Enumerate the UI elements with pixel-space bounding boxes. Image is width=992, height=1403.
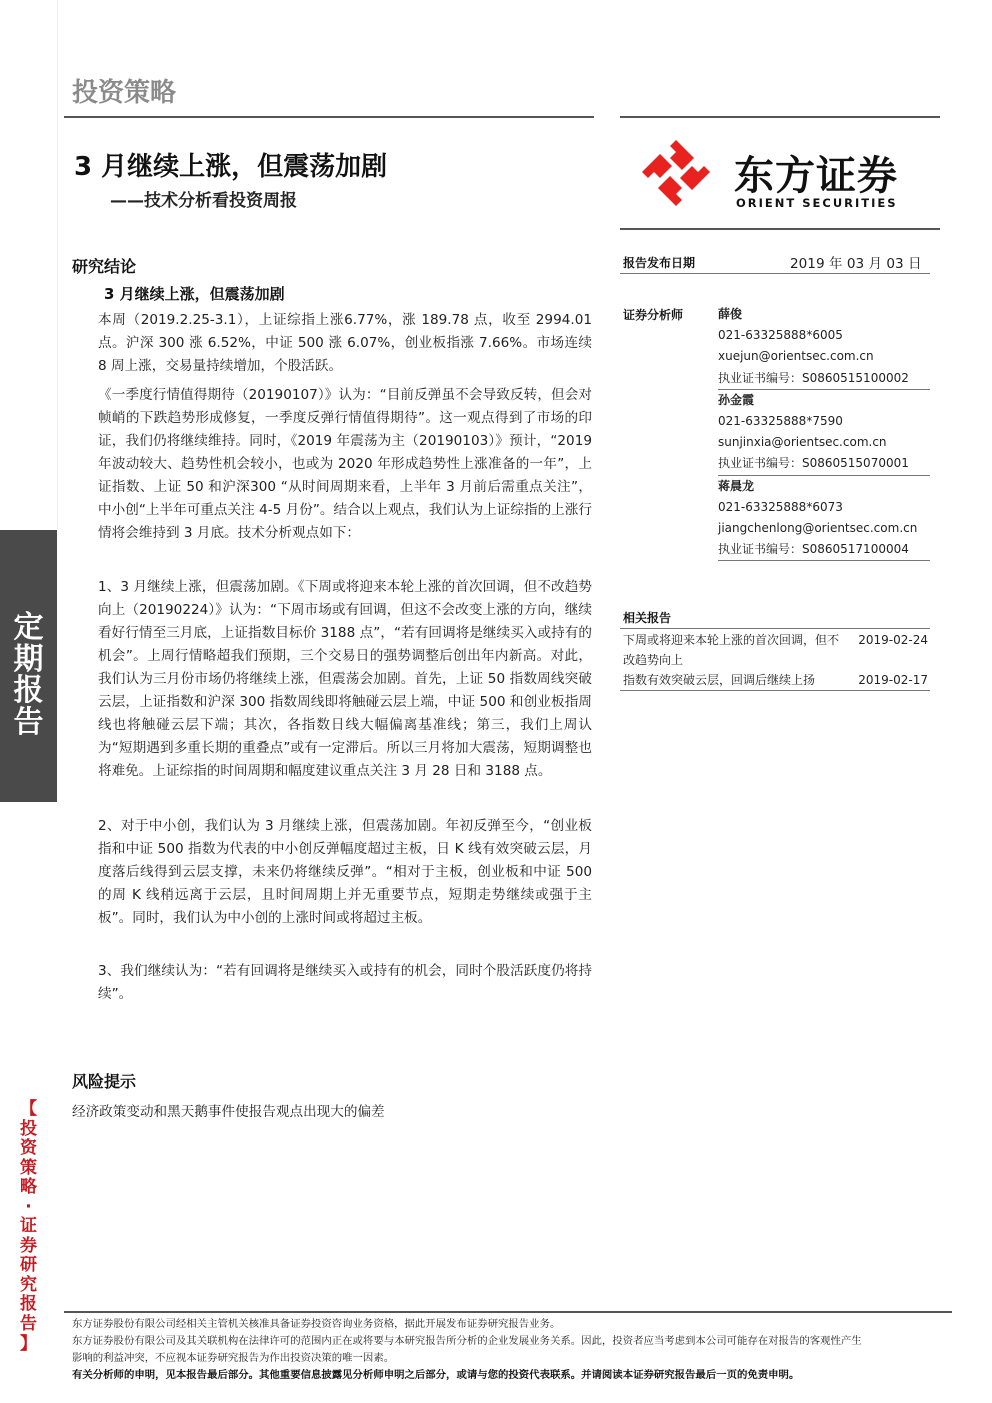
analyst-card xyxy=(718,476,930,562)
footer-disclaimer: 有关分析师的申明，见本报告最后部分。其他重要信息披露见分析师申明之后部分，或请与您的投资代表联系。并请阅读本证券研究报告最后一页的免责申明。 xyxy=(72,1369,800,1381)
related-rule-top xyxy=(620,628,930,629)
analysts-block xyxy=(718,304,930,561)
analyst-email[interactable]: sunjinxia@orientsec.com.cn xyxy=(718,435,887,450)
footer-conflict: 东方证券股份有限公司及其关联机构在法律许可的范围内正在或将要与本研究报告所分析的企业发展业务关系。因此，投资者应当考虑到本公司可能存在对报告的客观性产生 xyxy=(72,1335,862,1347)
company-logo xyxy=(636,134,936,218)
footer-rule xyxy=(64,1311,952,1313)
related-reports-label: 相关报告 xyxy=(623,611,672,625)
publish-date-label: 报告发布日期 xyxy=(623,256,696,270)
logo-text-cn: 东方证券 xyxy=(734,153,898,199)
related-report-date: 2019-02-24 xyxy=(858,633,928,647)
paragraph-point-1: 1、3 月继续上涨，但震荡加剧。《下周或将迎来本轮上涨的首次回调，但不改趋势向上（20190224）》认为：“下周市场或有回调，但这不会改变上涨的方向，继续看好行情至三月底，上证指数目标价 3188 点”，“若有回调将是继续买入或持有的机会”。上周行情略超我们预期，三个交易日的强势调整后创出年内新高。对此，我们认为三月份市场仍将继续上涨，但震荡会加剧。首先，上证 50 指数周线突破云层，上证指数和沪深 300 指数周线即将触碰云层上端，中证 500 和创业板指周线也将触碰云层下端；其次，各指数日线大幅偏离基准线；第三，我们上周认为“短期遇到多重长期的重叠点”或有一定滞后。所以三月将加大震荡，短期调整也将难免。上证综指的时间周期和幅度建议重点关注 3 月 28 日和 3188 点。 xyxy=(98,579,592,779)
analyst-cert: 执业证书编号：S0860515070001 xyxy=(718,453,930,475)
report-subtitle: ——技术分析看投资周报 xyxy=(110,191,297,211)
analyst-phone: 021-63325888*6073 xyxy=(718,499,843,514)
analyst-card xyxy=(718,304,930,390)
related-rule-bottom xyxy=(620,690,930,691)
footer-conflict-cont: 影响的利益冲突，不应视本证券研究报告为作出投资决策的唯一因素。 xyxy=(72,1352,395,1364)
category-label: 投资策略 xyxy=(72,78,177,108)
paragraph-review: 《一季度行情值得期待（20190107）》认为：“目前反弹虽不会导致反转，但会对帧峭的下跌趋势形成修复，一季度反弹行情值得期待”。这一观点得到了市场的印证，我们仍将继续维持。同时，《2019 年震荡为主（20190103）》预计，“2019 年波动较大、趋势性机会较小，也或为 2020 年形成趋势性上涨准备的一年”，上证指数、上证 50 和沪深300 “从时间周期来看，上半年 3 月前后需重点关注”，中小创“上半年可重点关注 4-5 月份”。结合以上观点，我们认为上证综指的上涨行情将会维持到 3 月底。技术分析观点如下： xyxy=(98,387,592,541)
analyst-phone: 021-63325888*7590 xyxy=(718,414,843,429)
side-label-periodic: 定 期 报 告 xyxy=(13,610,44,740)
analyst-cert: 执业证书编号：S0860515100002 xyxy=(718,368,930,390)
analyst-name: 孙金霞 xyxy=(718,392,755,407)
footer-qualification: 东方证券股份有限公司经相关主管机关核准具备证券投资咨询业务资格，据此开展发布证券研究报告业务。 xyxy=(72,1318,561,1330)
related-report-title[interactable]: 下周或将迎来本轮上涨的首次回调，但不 xyxy=(623,633,840,647)
related-report-title-cont[interactable]: 改趋势向上 xyxy=(623,653,684,667)
analyst-email[interactable]: jiangchenlong@orientsec.com.cn xyxy=(718,521,918,536)
logo-text-en: ORIENT SECURITIES xyxy=(736,196,898,210)
risk-heading: 风险提示 xyxy=(72,1072,137,1091)
paragraph-point-3: 3、我们继续认为：“若有回调将是继续买入或持有的机会，同时个股活跃度仍将持续”。 xyxy=(98,963,592,1002)
analyst-name: 蒋晨龙 xyxy=(718,478,755,493)
publish-date-value: 2019 年 03 月 03 日 xyxy=(790,256,922,272)
risk-text: 经济政策变动和黑天鹅事件使报告观点出现大的偏差 xyxy=(72,1104,385,1120)
analyst-email[interactable]: xuejun@orientsec.com.cn xyxy=(718,349,874,364)
orient-logo-icon xyxy=(636,134,720,214)
paragraph-point-2: 2、对于中小创，我们认为 3 月继续上涨，但震荡加剧。年初反弹至今，“创业板指和中证 500 指数为代表的中小创反弹幅度超过主板，日 K 线有效突破云层，月度落后线得到云层支撑，未来仍将继续反弹”。“相对于主板，创业板和中证 500 的周 K 线稍远离于云层，且时间周期上并无重要节点，短期走势继续或强于主板”。同时，我们认为中小创的上涨时间或将超过主板。 xyxy=(98,818,592,926)
logo-rule xyxy=(620,228,940,230)
analyst-cert: 执业证书编号：S0860517100004 xyxy=(718,539,930,561)
analyst-name: 薛俊 xyxy=(718,307,743,321)
analysts-label: 证券分析师 xyxy=(623,308,684,322)
analyst-card xyxy=(718,390,930,476)
header-rule-right xyxy=(620,116,940,118)
side-label-category: 【 投 资 策 略 · 证 券 研 究 报 告 】 xyxy=(20,1099,37,1354)
header-rule-left xyxy=(64,116,594,118)
related-report-date: 2019-02-17 xyxy=(858,673,928,687)
related-report-title[interactable]: 指数有效突破云层，回调后继续上扬 xyxy=(623,673,816,687)
side-strip-top xyxy=(0,0,58,530)
conclusion-subheading: 3 月继续上涨，但震荡加剧 xyxy=(104,285,285,303)
report-title: 3 月继续上涨，但震荡加剧 xyxy=(74,152,388,182)
paragraph-summary: 本周（2019.2.25-3.1），上证综指上涨6.77%，涨 189.78 点，收至 2994.01 点。沪深 300 涨 6.52%，中证 500 涨 6.07%，创业板指涨 7.66%。市场连续 8 周上涨，交易量持续增加，个股活跃。 xyxy=(98,312,592,374)
analyst-phone: 021-63325888*6005 xyxy=(718,328,843,343)
publish-rule xyxy=(620,273,930,274)
conclusion-heading: 研究结论 xyxy=(72,257,137,276)
